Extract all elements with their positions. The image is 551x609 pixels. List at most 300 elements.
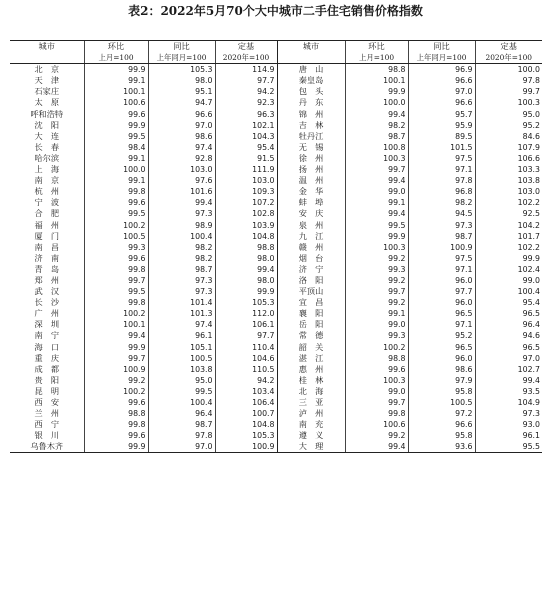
city-name-cell: 西 宁	[34, 419, 60, 430]
city-name-cell: 银 川	[34, 430, 60, 441]
base-value-cell: 100.7	[215, 408, 277, 419]
city-name-cell: 惠 州	[277, 364, 345, 375]
mom-value-cell: 99.2	[345, 275, 408, 286]
yoy-value-cell: 96.9	[408, 64, 475, 76]
subheader-base-left: 2020年=100	[215, 52, 277, 64]
mom-value-cell: 99.3	[84, 242, 148, 253]
base-value-cell: 99.0	[475, 275, 542, 286]
mom-value-cell: 100.5	[84, 231, 148, 242]
base-value-cell: 94.2	[215, 86, 277, 97]
mom-value-cell: 99.0	[345, 319, 408, 330]
city-name-cell: 秦皇岛	[277, 75, 345, 86]
mom-value-cell: 99.6	[345, 364, 408, 375]
yoy-value-cell: 98.2	[408, 197, 475, 208]
base-value-cell: 104.6	[215, 353, 277, 364]
city-name-cell: 锦 州	[277, 109, 345, 120]
table-title: 表2：2022年5月70个大中城市二手住宅销售价格指数	[128, 4, 423, 18]
yoy-value-cell: 97.3	[148, 286, 215, 297]
city-name-cell: 蚌 埠	[277, 197, 345, 208]
yoy-value-cell: 92.8	[148, 153, 215, 164]
base-value-cell: 106.4	[215, 397, 277, 408]
mom-value-cell: 99.7	[345, 286, 408, 297]
table-row	[10, 64, 542, 76]
city-name-cell: 昆 明	[34, 385, 60, 396]
mom-value-cell: 99.4	[84, 330, 148, 341]
table-row	[10, 330, 542, 341]
base-value-cell: 98.0	[215, 253, 277, 264]
yoy-value-cell: 95.2	[408, 330, 475, 341]
city-name-cell: 宁 波	[34, 197, 60, 208]
col-header-yoy-left: 同比	[148, 41, 215, 53]
city-name-cell: 济 宁	[277, 264, 345, 275]
base-value-cell: 104.9	[475, 397, 542, 408]
yoy-value-cell: 97.1	[408, 264, 475, 275]
table-row	[10, 75, 542, 86]
base-value-cell: 93.0	[475, 419, 542, 430]
yoy-value-cell: 97.2	[408, 408, 475, 419]
col-header-mom-right: 环比	[345, 41, 408, 53]
mom-value-cell: 99.6	[84, 253, 148, 264]
base-value-cell: 93.5	[475, 386, 542, 397]
base-value-cell: 96.5	[475, 308, 542, 319]
table-row	[10, 353, 542, 364]
table-row	[10, 186, 542, 197]
city-name-cell: 赣 州	[277, 242, 345, 253]
mom-value-cell: 100.3	[345, 153, 408, 164]
base-value-cell: 99.4	[475, 375, 542, 386]
mom-value-cell: 100.6	[84, 97, 148, 108]
table-row	[10, 342, 542, 353]
city-name-cell: 徐 州	[277, 153, 345, 164]
yoy-value-cell: 97.9	[408, 375, 475, 386]
yoy-value-cell: 98.2	[148, 242, 215, 253]
subheader-city-left	[10, 52, 84, 64]
table-row	[10, 86, 542, 97]
city-name-cell: 九 江	[277, 231, 345, 242]
mom-value-cell: 100.2	[84, 308, 148, 319]
yoy-value-cell: 96.4	[148, 408, 215, 419]
base-value-cell: 99.7	[475, 86, 542, 97]
yoy-value-cell: 97.3	[148, 275, 215, 286]
mom-value-cell: 99.2	[84, 375, 148, 386]
city-name-cell: 南 宁	[34, 330, 60, 341]
city-name-cell: 岳 阳	[277, 319, 345, 330]
price-index-table	[10, 40, 542, 453]
yoy-value-cell: 96.5	[408, 308, 475, 319]
col-header-city-left: 城市	[10, 41, 84, 53]
city-name-cell: 合 肥	[34, 208, 60, 219]
table-row	[10, 175, 542, 186]
table-row	[10, 275, 542, 286]
table-row	[10, 231, 542, 242]
yoy-value-cell: 100.4	[148, 231, 215, 242]
city-name-cell: 长 沙	[34, 297, 60, 308]
city-name-cell: 北 海	[277, 386, 345, 397]
mom-value-cell: 99.9	[84, 342, 148, 353]
mom-value-cell: 100.0	[84, 164, 148, 175]
mom-value-cell: 99.0	[345, 186, 408, 197]
city-name-cell: 广 州	[34, 308, 60, 319]
base-value-cell: 110.5	[215, 364, 277, 375]
table-row	[10, 375, 542, 386]
city-name-cell: 宜 昌	[277, 297, 345, 308]
yoy-value-cell: 101.3	[148, 308, 215, 319]
city-name-cell: 厦 门	[34, 230, 60, 241]
base-value-cell: 95.4	[475, 297, 542, 308]
base-value-cell: 109.3	[215, 186, 277, 197]
city-name-cell: 郑 州	[34, 274, 60, 285]
base-value-cell: 101.7	[475, 231, 542, 242]
subheader-yoy-left: 上年同月=100	[148, 52, 215, 64]
yoy-value-cell: 98.7	[148, 264, 215, 275]
city-name-cell: 济 南	[34, 252, 60, 263]
yoy-value-cell: 98.6	[408, 364, 475, 375]
base-value-cell: 102.8	[215, 208, 277, 219]
table-body	[10, 64, 542, 453]
base-value-cell: 102.4	[475, 264, 542, 275]
yoy-value-cell: 97.8	[408, 175, 475, 186]
base-value-cell: 95.5	[475, 441, 542, 453]
col-header-mom-left: 环比	[84, 41, 148, 53]
yoy-value-cell: 101.4	[148, 297, 215, 308]
base-value-cell: 96.5	[475, 342, 542, 353]
mom-value-cell: 100.2	[345, 342, 408, 353]
yoy-value-cell: 96.8	[408, 186, 475, 197]
subheader-row	[10, 52, 542, 64]
mom-value-cell: 100.3	[345, 242, 408, 253]
base-value-cell: 96.3	[215, 109, 277, 120]
yoy-value-cell: 96.0	[408, 353, 475, 364]
table-row	[10, 441, 542, 453]
yoy-value-cell: 97.3	[148, 208, 215, 219]
city-name-cell: 杭 州	[34, 186, 60, 197]
table-row	[10, 253, 542, 264]
base-value-cell: 110.4	[215, 342, 277, 353]
base-value-cell: 111.9	[215, 164, 277, 175]
header-row	[10, 41, 542, 53]
base-value-cell: 103.9	[215, 220, 277, 231]
table-row	[10, 120, 542, 131]
base-value-cell: 99.9	[215, 286, 277, 297]
mom-value-cell: 99.5	[84, 208, 148, 219]
yoy-value-cell: 95.8	[408, 386, 475, 397]
table-row	[10, 242, 542, 253]
mom-value-cell: 99.8	[84, 264, 148, 275]
yoy-value-cell: 97.0	[408, 86, 475, 97]
yoy-value-cell: 98.0	[148, 75, 215, 86]
mom-value-cell: 98.8	[345, 64, 408, 76]
city-name-cell: 遵 义	[277, 430, 345, 441]
table-row	[10, 220, 542, 231]
city-name-cell: 温 州	[277, 175, 345, 186]
base-value-cell: 94.6	[475, 330, 542, 341]
base-value-cell: 102.7	[475, 364, 542, 375]
city-name-cell: 丹 东	[277, 97, 345, 108]
yoy-value-cell: 103.0	[148, 164, 215, 175]
mom-value-cell: 99.9	[345, 86, 408, 97]
base-value-cell: 112.0	[215, 308, 277, 319]
mom-value-cell: 99.8	[84, 419, 148, 430]
base-value-cell: 84.6	[475, 131, 542, 142]
table-row	[10, 208, 542, 219]
mom-value-cell: 99.3	[345, 264, 408, 275]
base-value-cell: 100.0	[475, 64, 542, 76]
col-header-base-right: 定基	[475, 41, 542, 53]
city-name-cell: 南 昌	[34, 241, 60, 252]
city-name-cell: 洛 阳	[277, 275, 345, 286]
city-name-cell: 乌鲁木齐	[10, 441, 84, 453]
city-name-cell: 兰 州	[34, 408, 60, 419]
yoy-value-cell: 97.4	[148, 319, 215, 330]
mom-value-cell: 98.8	[345, 353, 408, 364]
mom-value-cell: 99.6	[84, 197, 148, 208]
subheader-base-right: 2020年=100	[475, 52, 542, 64]
table-row	[10, 264, 542, 275]
base-value-cell: 97.3	[475, 408, 542, 419]
city-name-cell: 南 充	[277, 419, 345, 430]
base-value-cell: 97.0	[475, 353, 542, 364]
base-value-cell: 94.2	[215, 375, 277, 386]
mom-value-cell: 100.6	[345, 419, 408, 430]
city-name-cell: 福 州	[34, 219, 60, 230]
yoy-value-cell: 96.6	[408, 75, 475, 86]
mom-value-cell: 100.1	[84, 319, 148, 330]
mom-value-cell: 99.9	[84, 64, 148, 76]
mom-value-cell: 99.5	[345, 220, 408, 231]
city-name-cell: 牡丹江	[277, 131, 345, 142]
table-row	[10, 286, 542, 297]
base-value-cell: 104.8	[215, 231, 277, 242]
mom-value-cell: 99.2	[345, 253, 408, 264]
col-header-base-left: 定基	[215, 41, 277, 53]
yoy-value-cell: 93.6	[408, 441, 475, 453]
city-name-cell: 贵 阳	[34, 374, 60, 385]
mom-value-cell: 99.0	[345, 386, 408, 397]
city-name-cell: 泉 州	[277, 220, 345, 231]
mom-value-cell: 99.2	[345, 430, 408, 441]
mom-value-cell: 99.9	[345, 231, 408, 242]
table-row	[10, 408, 542, 419]
mom-value-cell: 99.8	[84, 297, 148, 308]
subheader-mom-right: 上月=100	[345, 52, 408, 64]
yoy-value-cell: 97.1	[408, 164, 475, 175]
mom-value-cell: 99.8	[84, 186, 148, 197]
base-value-cell: 95.2	[475, 120, 542, 131]
yoy-value-cell: 96.5	[408, 342, 475, 353]
city-name-cell: 重 庆	[34, 352, 60, 363]
yoy-value-cell: 99.5	[148, 386, 215, 397]
city-name-cell: 大 理	[277, 441, 345, 453]
city-name-cell: 武 汉	[34, 286, 60, 297]
city-name-cell: 无 锡	[277, 142, 345, 153]
yoy-value-cell: 101.5	[408, 142, 475, 153]
mom-value-cell: 99.7	[84, 353, 148, 364]
city-name-cell: 青 岛	[34, 263, 60, 274]
mom-value-cell: 99.6	[84, 430, 148, 441]
mom-value-cell: 99.4	[345, 441, 408, 453]
yoy-value-cell: 96.1	[148, 330, 215, 341]
yoy-value-cell: 105.1	[148, 342, 215, 353]
base-value-cell: 97.8	[475, 75, 542, 86]
mom-value-cell: 98.4	[84, 142, 148, 153]
yoy-value-cell: 97.1	[408, 319, 475, 330]
mom-value-cell: 100.0	[345, 97, 408, 108]
mom-value-cell: 99.3	[345, 330, 408, 341]
city-name-cell: 沈 阳	[34, 119, 60, 130]
mom-value-cell: 99.4	[345, 208, 408, 219]
yoy-value-cell: 100.9	[408, 242, 475, 253]
mom-value-cell: 99.6	[84, 397, 148, 408]
mom-value-cell: 99.1	[345, 308, 408, 319]
table-row	[10, 364, 542, 375]
base-value-cell: 102.1	[215, 120, 277, 131]
yoy-value-cell: 96.6	[408, 419, 475, 430]
base-value-cell: 92.3	[215, 97, 277, 108]
city-name-cell: 常 德	[277, 330, 345, 341]
city-name-cell: 烟 台	[277, 253, 345, 264]
mom-value-cell: 99.5	[84, 131, 148, 142]
yoy-value-cell: 96.0	[408, 275, 475, 286]
base-value-cell: 91.5	[215, 153, 277, 164]
mom-value-cell: 100.8	[345, 142, 408, 153]
base-value-cell: 95.0	[475, 109, 542, 120]
yoy-value-cell: 103.8	[148, 364, 215, 375]
city-name-cell: 唐 山	[277, 64, 345, 76]
city-name-cell: 海 口	[34, 341, 60, 352]
city-name-cell: 安 庆	[277, 208, 345, 219]
city-name-cell: 深 圳	[34, 319, 60, 330]
base-value-cell: 103.3	[475, 164, 542, 175]
yoy-value-cell: 101.6	[148, 186, 215, 197]
city-name-cell: 包 头	[277, 86, 345, 97]
city-name-cell: 成 都	[34, 363, 60, 374]
yoy-value-cell: 98.9	[148, 220, 215, 231]
city-name-cell: 长 春	[34, 141, 60, 152]
yoy-value-cell: 97.5	[408, 153, 475, 164]
mom-value-cell: 99.9	[84, 441, 148, 453]
base-value-cell: 114.9	[215, 64, 277, 76]
table-row	[10, 419, 542, 430]
table-row	[10, 430, 542, 441]
base-value-cell: 99.9	[475, 253, 542, 264]
mom-value-cell: 99.9	[84, 120, 148, 131]
yoy-value-cell: 89.5	[408, 131, 475, 142]
mom-value-cell: 100.1	[345, 75, 408, 86]
city-name-cell: 南 京	[34, 175, 60, 186]
city-name-cell: 北 京	[34, 64, 60, 75]
yoy-value-cell: 96.6	[148, 109, 215, 120]
mom-value-cell: 99.7	[84, 275, 148, 286]
yoy-value-cell: 97.6	[148, 175, 215, 186]
base-value-cell: 104.3	[215, 131, 277, 142]
mom-value-cell: 100.2	[84, 220, 148, 231]
yoy-value-cell: 95.7	[408, 109, 475, 120]
city-name-cell: 西 安	[34, 397, 60, 407]
city-name-cell: 呼和浩特	[30, 108, 64, 119]
city-name-cell: 哈尔滨	[34, 152, 60, 163]
base-value-cell: 92.5	[475, 208, 542, 219]
yoy-value-cell: 97.5	[408, 253, 475, 264]
yoy-value-cell: 98.6	[148, 131, 215, 142]
city-name-cell: 吉 林	[277, 120, 345, 131]
city-name-cell: 韶 关	[277, 342, 345, 353]
base-value-cell: 98.0	[215, 275, 277, 286]
mom-value-cell: 98.7	[345, 131, 408, 142]
yoy-value-cell: 100.5	[408, 397, 475, 408]
yoy-value-cell: 98.7	[148, 419, 215, 430]
col-header-yoy-right: 同比	[408, 41, 475, 53]
table-row	[10, 164, 542, 175]
city-name-cell: 天 津	[34, 75, 60, 86]
base-value-cell: 99.4	[215, 264, 277, 275]
yoy-value-cell: 97.0	[148, 441, 215, 453]
mom-value-cell: 99.4	[345, 175, 408, 186]
base-value-cell: 106.1	[215, 319, 277, 330]
city-name-cell: 泸 州	[277, 408, 345, 419]
base-value-cell: 102.2	[475, 242, 542, 253]
city-name-cell: 石家庄	[34, 86, 60, 97]
subheader-city-right	[277, 52, 345, 64]
table-row	[10, 397, 542, 408]
mom-value-cell: 99.1	[84, 153, 148, 164]
city-name-cell: 平顶山	[277, 286, 345, 297]
table-row	[10, 197, 542, 208]
city-name-cell: 扬 州	[277, 164, 345, 175]
yoy-value-cell: 99.4	[148, 197, 215, 208]
base-value-cell: 103.4	[215, 386, 277, 397]
yoy-value-cell: 97.7	[408, 286, 475, 297]
city-name-cell: 金 华	[277, 186, 345, 197]
yoy-value-cell: 97.3	[408, 220, 475, 231]
yoy-value-cell: 97.0	[148, 120, 215, 131]
base-value-cell: 103.0	[475, 186, 542, 197]
mom-value-cell: 99.5	[84, 286, 148, 297]
yoy-value-cell: 96.0	[408, 297, 475, 308]
base-value-cell: 106.6	[475, 153, 542, 164]
table-row	[10, 142, 542, 153]
base-value-cell: 107.9	[475, 142, 542, 153]
yoy-value-cell: 100.5	[148, 353, 215, 364]
mom-value-cell: 99.4	[345, 109, 408, 120]
mom-value-cell: 100.1	[84, 86, 148, 97]
yoy-value-cell: 95.1	[148, 86, 215, 97]
base-value-cell: 97.7	[215, 75, 277, 86]
base-value-cell: 100.3	[475, 97, 542, 108]
base-value-cell: 102.2	[475, 197, 542, 208]
city-name-cell: 湛 江	[277, 353, 345, 364]
base-value-cell: 97.7	[215, 330, 277, 341]
base-value-cell: 95.4	[215, 142, 277, 153]
mom-value-cell: 98.2	[345, 120, 408, 131]
city-name-cell: 大 连	[34, 130, 60, 141]
city-name-cell: 三 亚	[277, 397, 345, 408]
mom-value-cell: 100.9	[84, 364, 148, 375]
base-value-cell: 96.4	[475, 319, 542, 330]
yoy-value-cell: 94.7	[148, 97, 215, 108]
table-row	[10, 319, 542, 330]
mom-value-cell: 99.1	[84, 175, 148, 186]
mom-value-cell: 99.1	[345, 197, 408, 208]
yoy-value-cell: 94.5	[408, 208, 475, 219]
mom-value-cell: 99.7	[345, 164, 408, 175]
base-value-cell: 104.8	[215, 419, 277, 430]
yoy-value-cell: 95.9	[408, 120, 475, 131]
base-value-cell: 107.2	[215, 197, 277, 208]
city-name-cell: 襄 阳	[277, 308, 345, 319]
yoy-value-cell: 95.0	[148, 375, 215, 386]
mom-value-cell: 100.2	[84, 386, 148, 397]
yoy-value-cell: 100.4	[148, 397, 215, 408]
